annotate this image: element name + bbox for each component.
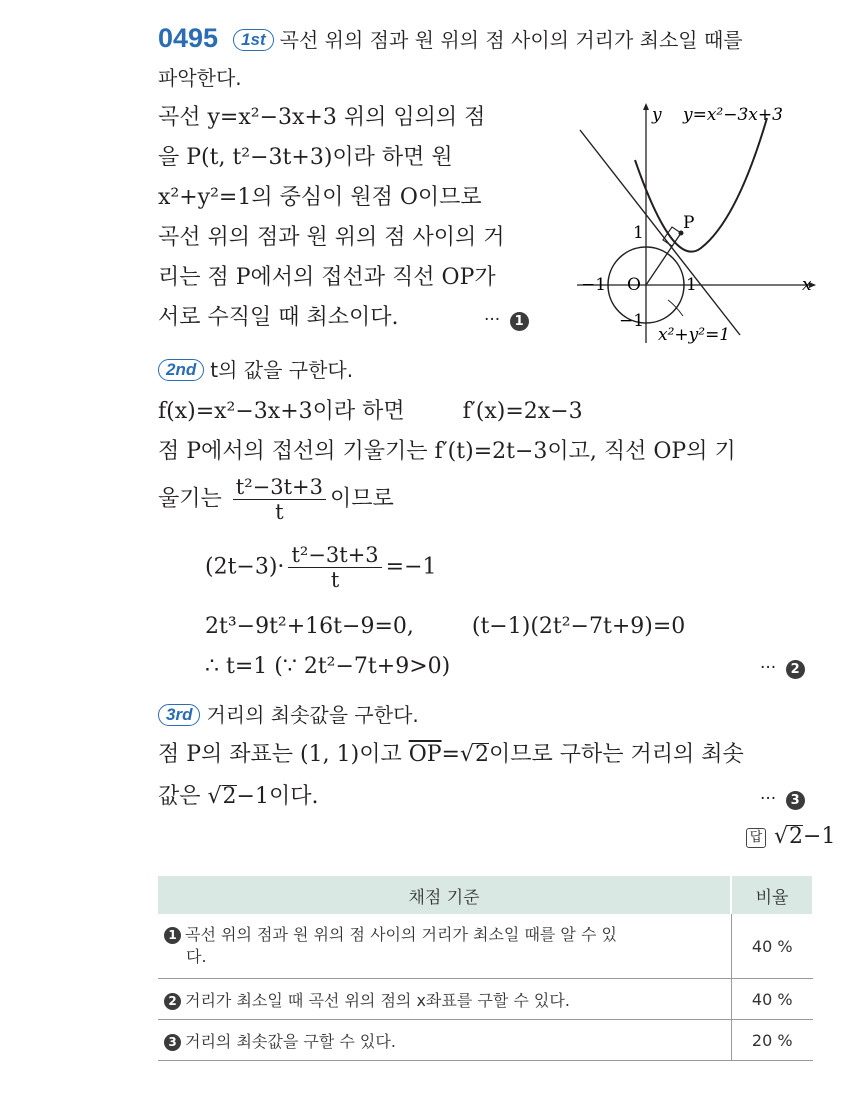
step-2-badge: 2nd — [158, 359, 204, 381]
criteria-text: 거리가 최소일 때 곡선 위의 점의 x좌표를 구할 수 있다. — [185, 990, 570, 1010]
criteria-cell — [158, 979, 731, 1020]
problem-number: 0495 — [158, 23, 219, 53]
equation-2 — [205, 612, 685, 642]
step-3-equals: = — [441, 742, 460, 767]
circle-label: x²+y²=1 — [658, 325, 731, 345]
tick-neg-x: −1 — [581, 275, 607, 295]
step-2-title: t의 값을 구한다. — [210, 358, 354, 382]
equation-1-left: (2t−3)· — [205, 554, 285, 580]
step-2-line-3 — [158, 475, 394, 524]
step-3-badge: 3rd — [158, 704, 200, 726]
y-axis-label: y — [652, 105, 662, 125]
equation-3: ∴ t=1 (∵ 2t²−7t+9>0) — [205, 654, 451, 679]
final-answer: 답 √2−1 — [746, 824, 835, 849]
step-1-text-line: 곡선 위의 점과 원 위의 점 사이의 거 — [158, 225, 505, 250]
step-3-text-a: 점 P의 좌표는 (1, 1)이고 — [158, 742, 402, 767]
header-ratio: 비율 — [731, 876, 813, 914]
answer-tail: −1 — [803, 824, 836, 849]
x-axis-label: x — [802, 275, 812, 295]
scoring-table — [158, 876, 814, 1061]
criteria-text: 곡선 위의 점과 원 위의 점 사이의 거리가 최소일 때를 알 수 있 — [185, 925, 617, 944]
equation-2-left: 2t³−9t²+16t−9=0, — [205, 614, 414, 639]
equation-1-right: =−1 — [385, 554, 437, 580]
criteria-text-cont: 다. — [186, 947, 207, 966]
slope-text-start: 울기는 — [158, 486, 222, 512]
slope-fraction: $\frac{\text{t²−3t+3}}{t}$ — [233, 475, 326, 524]
curve-label: y=x²−3x+3 — [683, 105, 783, 125]
function-definition: f(x)=x²−3x+3이라 하면 — [158, 399, 405, 424]
answer-sqrt: 2 — [789, 824, 804, 849]
origin-label: O — [627, 275, 641, 295]
segment-op: $\overline{OP}$ — [408, 742, 442, 767]
criteria-cell — [158, 1020, 731, 1061]
ratio-cell: 40 % — [731, 979, 813, 1020]
step-1-title-continued: 파악한다. — [158, 66, 242, 90]
step-2-line-2: 점 P에서의 접선의 기울기는 f′(t)=2t−3이고, 직선 OP의 기 — [158, 439, 736, 464]
step-3-text-d: 값은 — [158, 784, 201, 809]
equation-1 — [205, 543, 437, 592]
parabola-curve — [635, 118, 767, 252]
header-criteria: 채점 기준 — [158, 876, 731, 914]
criteria-number: 2 — [164, 993, 181, 1010]
step-2-line-1 — [158, 397, 583, 427]
step-1-title: 곡선 위의 점과 원 위의 점 사이의 거리가 최소일 때를 — [279, 28, 743, 52]
sqrt-value: 2 — [222, 784, 237, 809]
step-1-text-line: 곡선 y=x²−3x+3 위의 임의의 점 — [158, 105, 486, 130]
marker-1: ··· 1 — [484, 310, 529, 331]
criteria-text: 거리의 최솟값을 구할 수 있다. — [185, 1031, 396, 1051]
step-3-line-2: 값은 √2−1이다. — [158, 784, 319, 809]
tick-pos-x: 1 — [686, 275, 697, 295]
step-1-badge: 1st — [233, 29, 274, 51]
step-3-text-c: 이므로 구하는 거리의 최솟 — [489, 742, 744, 767]
tick-pos-y: 1 — [633, 223, 644, 243]
table-row — [158, 979, 813, 1020]
derivative: f′(x)=2x−3 — [462, 399, 583, 424]
slope-text-end: 이므로 — [329, 486, 394, 512]
criteria-number: 1 — [164, 927, 181, 944]
step-3-line-1: 점 P의 좌표는 (1, 1)이고 $\overline{OP}=√2$이므로 구하는 거리의 최솟 — [158, 742, 744, 767]
point-p-label: P — [683, 213, 695, 233]
table-row — [158, 914, 813, 979]
step-3-header — [158, 700, 419, 731]
step-1-text-line: x²+y²=1의 중심이 원점 O이므로 — [158, 185, 482, 210]
step-3-title: 거리의 최솟값을 구한다. — [206, 703, 419, 727]
answer-icon: 답 — [746, 828, 766, 848]
ratio-cell: 40 % — [731, 914, 813, 979]
table-row — [158, 1020, 813, 1061]
marker-3: ··· 3 — [760, 789, 805, 810]
criteria-cell — [158, 914, 731, 979]
equation-2-right: (t−1)(2t²−7t+9)=0 — [471, 614, 686, 639]
equation-1-fraction: $\frac{\text{t²−3t+3}}{t}$ — [288, 543, 381, 592]
step-3-text-e: −1이다. — [236, 784, 319, 809]
graph-figure — [575, 100, 820, 345]
sqrt-value: 2 — [475, 742, 490, 767]
criteria-number: 3 — [164, 1034, 181, 1051]
step-1-text-line: 리는 점 P에서의 접선과 직선 OP가 — [158, 265, 496, 290]
step-1-text-line: 을 P(t, t²−3t+3)이라 하면 원 — [158, 145, 453, 170]
tick-neg-y: −1 — [619, 311, 645, 331]
problem-header — [158, 23, 743, 56]
ratio-cell: 20 % — [731, 1020, 813, 1061]
step-2-header — [158, 355, 353, 386]
y-axis-arrow — [643, 103, 649, 110]
step-1-text-line: 서로 수직일 때 최소이다. — [158, 305, 399, 330]
marker-2: ··· 2 — [760, 658, 805, 679]
